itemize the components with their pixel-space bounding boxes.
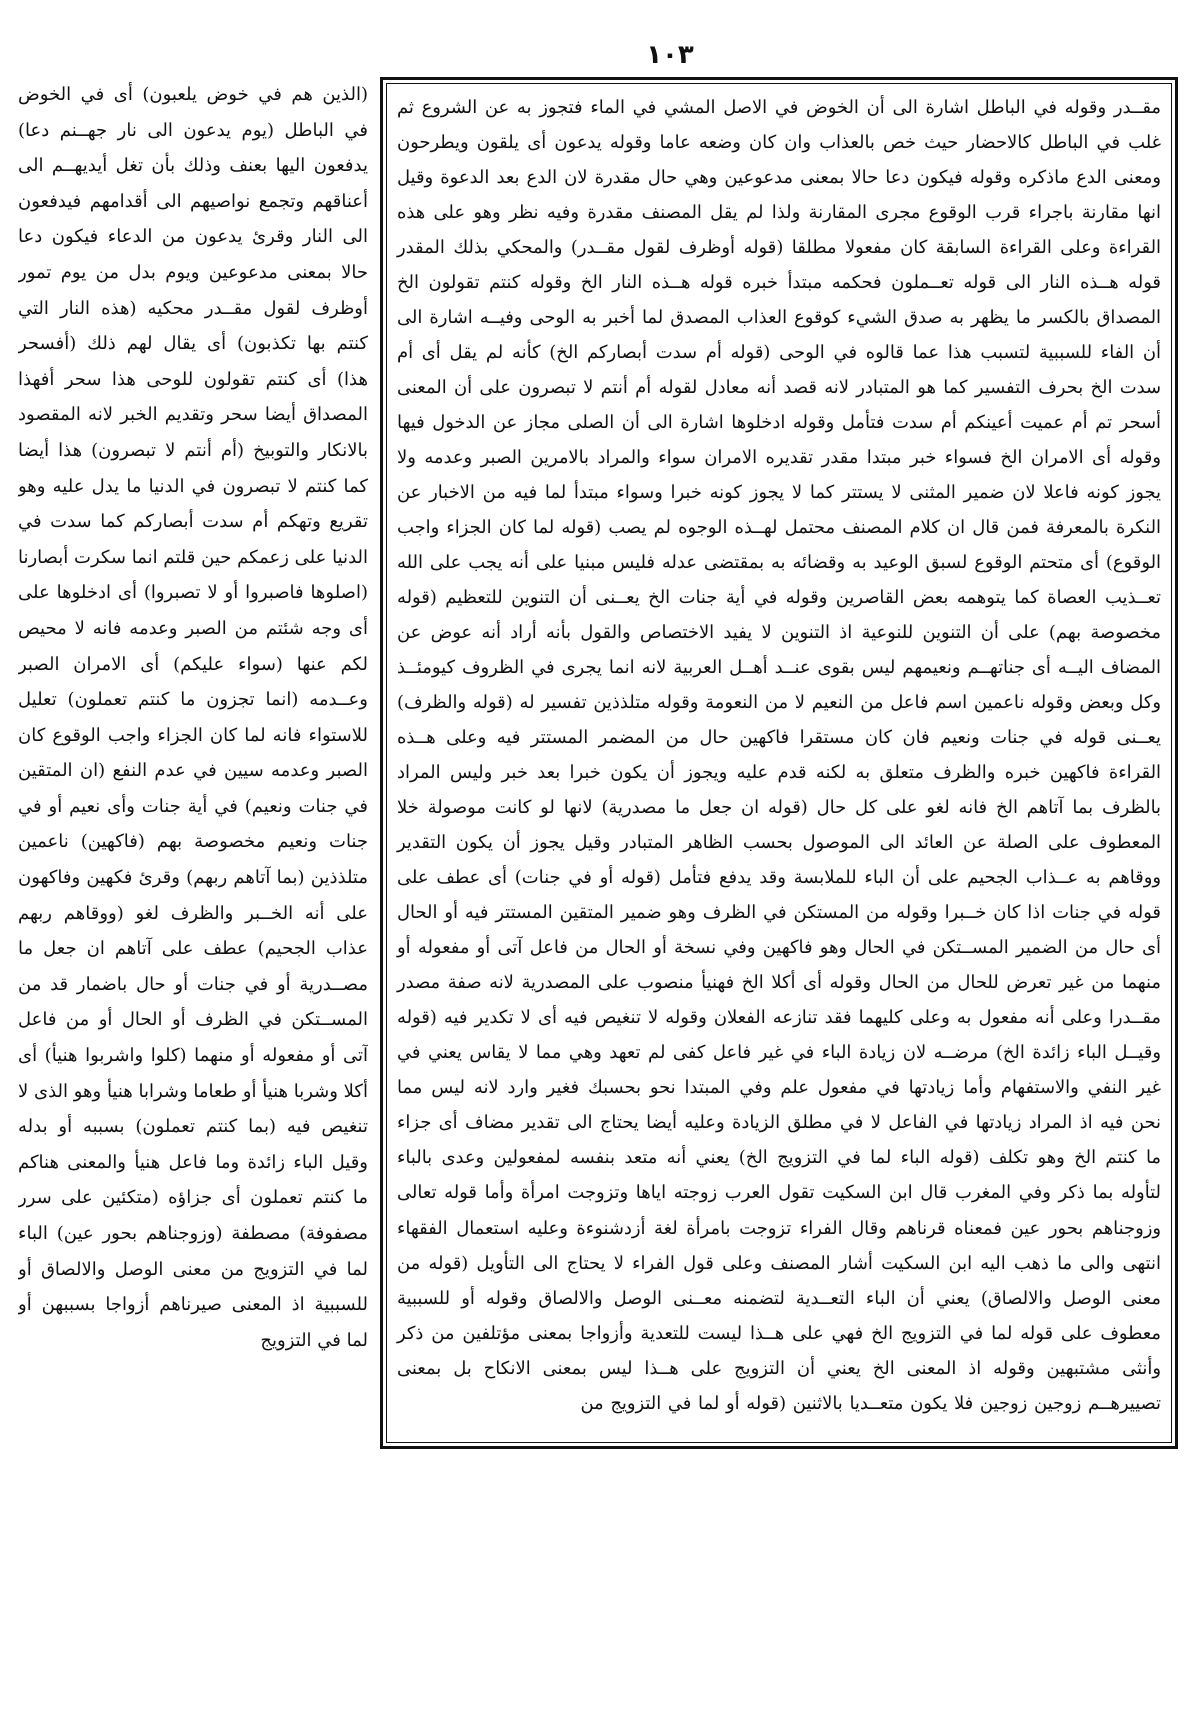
- main-commentary-inner-border: [386, 83, 1172, 1443]
- main-commentary-text: مقــدر وقوله في الباطل اشارة الى أن الخوض في الاصل المشي في الماء فتجوز به عن الشروع ثم غلب في الباطل كالاحضار حيث خص بالعذاب وان كان وضعه عاما وقوله يدعون أى يلقون ويطرحون ومعنى الدع ماذكره وقوله فيكون دعا حالا بمعنى مدعوعين وهي حال مقدرة لان الدع بعد الدعوة وقيل انها مقارنة باجراء قرب الوقوع مجرى المقارنة ولذا لم يقل المصنف مقدرة وفيه نظر وهو على هذه القراءة وعلى القراءة السابقة كان مفعولا مطلقا (قوله أوظرف لقول مقــدر) والمحكي بذلك المقدر قوله هــذه النار الى قوله تعــملون فحكمه مبتدأ خبره قوله هــذه النار الخ وقوله كنتم تقولون الخ المصداق بالكسر ما يظهر به صدق الشيء كوقوع العذاب المصدق لما أخبر به الوحى وفيــه اشارة الى أن الفاء للسببية لتسبب هذا عما قالوه في الوحى (قوله أم سدت أبصاركم الخ) كأنه لم يقل أى أم سدت الخ بحرف التفسير كما هو المتبادر لانه قصد أنه معادل لقوله أم أنتم لا تبصرون على أن المعنى أسحر تم أم عميت أعينكم أم سدت فتأمل وقوله ادخلوها اشارة الى أن الصلى مجاز عن الدخول فيها وقوله أى الامران الخ فسواء خبر مبتدا مقدر تقديره الامران سواء والمراد بالامرين الصبر وعدمه ولا يجوز كونه فاعلا لان ضمير المثنى لا يستتر كما لا يجوز كونه خبرا وسواء مبتدأ لما فيه من الاخبار عن النكرة بالمعرفة فمن قال ان كلام المصنف محتمل لهــذه الوجوه لم يصب (قوله لما كان الجزاء واجب الوقوع) أى متحتم الوقوع لسبق الوعيد به وقضائه به بمقتضى عدله فليس مبنيا على أنه يجب على الله تعــذيب العصاة كما يتوهمه بعض القاصرين وقوله في أية جنات الخ يعــنى أن التنوين للتعظيم (قوله مخصوصة بهم) على أن التنوين للنوعية اذ التنوين لا يفيد الاختصاص والقول بأنه أراد أنه عوض عن المضاف اليــه أى جناتهــم ونعيمهم ليس بقوى عنــد أهــل العربية لانه انما يجرى في الظروف كيومئــذ وكل وبعض وقوله ناعمين اسم فاعل من النعيم لا من النعومة وقوله متلذذين تفسير له (قوله والظرف) يعــنى قوله في جنات ونعيم فان كان مستقرا فاكهين حال من المضمر المستتر فيه وعلى هــذه القراءة فاكهين خبره والظرف متعلق به لكنه قدم عليه ويجوز أن يكون خبرا بعد خبر وليس المراد بالظرف بما آتاهم الخ فانه لغو على كل حال (قوله ان جعل ما مصدرية) لانها لو كانت موصولة خلا المعطوف على الصلة عن العائد الى الموصول بحسب الظاهر المتبادر وقيل يجوز أن يكون التقدير ووقاهم به عــذاب الجحيم على أن الباء للملابسة وقد يدفع فتأمل (قوله أو في جنات) أى عطف على قوله في جنات اذا كان خــبرا وقوله من المستكن في الظرف وهو ضمير المتقين المستتر فيه أو الحال أى حال من الضمير المســتكن في الحال وهو فاكهين وفي نسخة أو الحال من فاعل آتى أو مفعوله أو منهما من غير تعرض للحال من الحال وقوله أى أكلا الخ فهنيأ منصوب على المصدرية لانه صفة مصدر مقــدرا وعلى أنه مفعول به وعلى كليهما فقد تنازعه الفعلان وقوله لا تنغيص فيه أى لا تكدير فيه (قوله وقيــل الباء زائدة الخ) مرضــه لان زيادة الباء في غير فاعل كفى لم تعهد وهي مما لا يقاس يعني في غير النفي والاستفهام وأما زيادتها في مفعول علم وفي المبتدا نحو بحسبك فغير وارد لانه ليس مما نحن فيه اذ المراد زيادتها في الفاعل لا في مطلق الزيادة وعليه أيضا يحتاج الى تقدير مضاف أى جزاء ما كنتم الخ وهو تكلف (قوله الباء لما في التزويج الخ) يعني أنه متعد بنفسه لمفعولين وعدى بالباء لتأوله بما ذكر وفي المغرب قال ابن السكيت تقول العرب زوجته اياها وتزوجت امرأة وأما قوله تعالى وزوجناهم بحور عين فمعناه قرناهم وقال الفراء تزوجت بامرأة لغة أزدشنوءة وعليه استعمال الفقهاء انتهى والى ما ذهب اليه ابن السكيت أشار المصنف وعلى قول الفراء لا يحتاج الى التأويل (قوله من معنى الوصل والالصاق) يعني أن الباء التعــدية لتضمنه معــنى الوصل والالصاق وقوله أو للسببية معطوف على قوله لما في التزويج الخ فهي على هــذا ليست للتعدية وأزواجا بمعنى مؤتلفين من ذكر وأنثى مشتبهين وقوله اذ المعنى الخ يعني أن التزويج على هــذا ليس بمعنى الانكاح بل بمعنى تصييرهــم زوجين زوجين فلا يكون متعــديا بالاثنين (قوله أو لما في التزويج من: [397, 97, 1161, 1414]
- page-number: ١٠٣: [646, 40, 694, 70]
- side-tafsir-text: (الذين هم في خوض يلعبون) أى في الخوض في الباطل (يوم يدعون الى نار جهــنم دعا) يدفعون اليها بعنف وذلك بأن تغل أيديهــم الى أعناقهم وتجمع نواصيهم الى أقدامهم فيدفعون الى النار وقرئ يدعون من الدعاء فيكون دعا حالا بمعنى مدعوعين ويوم بدل من يوم تمور أوظرف لقول مقــدر محكيه (هذه النار التي كنتم بها تكذبون) أى يقال لهم ذلك (أفسحر هذا) أى كنتم تقولون للوحى هذا سحر أفهذا المصداق أيضا سحر وتقديم الخبر لانه المقصود بالانكار والتوبيخ (أم أنتم لا تبصرون) هذا أيضا كما كنتم لا تبصرون في الدنيا ما يدل عليه وهو تقريع وتهكم أم سدت أبصاركم كما سدت في الدنيا على زعمكم حين قلتم انما سكرت أبصارنا (اصلوها فاصبروا أو لا تصبروا) أى ادخلوها على أى وجه شئتم من الصبر وعدمه فانه لا محيص لكم عنها (سواء عليكم) أى الامران الصبر وعــدمه (انما تجزون ما كنتم تعملون) تعليل للاستواء فانه لما كان الجزاء واجب الوقوع كان الصبر وعدمه سيين في عدم النفع (ان المتقين في جنات ونعيم) في أية جنات وأى نعيم أو في جنات ونعيم مخصوصة بهم (فاكهين) ناعمين متلذذين (بما آتاهم ربهم) وقرئ فكهين وفاكهون على أنه الخــبر والظرف لغو (ووقاهم ربهم عذاب الجحيم) عطف على آتاهم ان جعل ما مصــدرية أو في جنات أو حال باضمار قد من المســتكن في الظرف أو الحال أو من فاعل آتى أو مفعوله أو منهما (كلوا واشربوا هنيأ) أى أكلا وشربا هنيأ أو طعاما وشرابا هنيأ وهو الذى لا تنغيص فيه (بما كنتم تعملون) بسببه أو بدله وقيل الباء زائدة وما فاعل هنيأ والمعنى هناكم ما كنتم تعملون أى جزاؤه (متكئين على سرر مصفوفة) مصطفة (وزوجناهم بحور عين) الباء لما في التزويج من معنى الوصل والالصاق أو للسببية اذ المعنى صيرناهم أزواجا بسببهن أو لما في التزويج: [18, 84, 368, 1351]
- side-tafsir-column: [18, 77, 368, 1407]
- main-commentary-frame: [380, 77, 1178, 1449]
